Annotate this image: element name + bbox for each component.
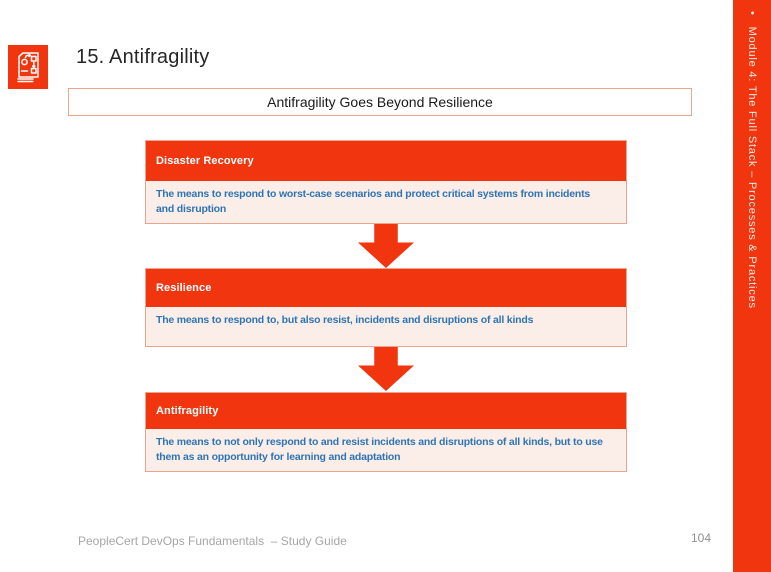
box-header-resilience [146, 269, 626, 307]
box-header-antifragility [146, 393, 626, 429]
box-header-label: Resilience [156, 282, 212, 294]
footer-document-title: PeopleCert DevOps Fundamentals – Study Guide [78, 534, 347, 548]
down-arrow-icon [358, 224, 414, 268]
subtitle-banner [68, 88, 692, 116]
box-body-text: The means to respond to worst-case scenarios and protect critical systems from incidents and disruption [156, 188, 591, 215]
box-body-text: The means to not only respond to and resist incidents and disruptions of all kinds, but to use them as an opportunity for learning and adaptation [156, 436, 603, 463]
box-header-label: Disaster Recovery [156, 155, 254, 167]
subtitle-text: Antifragility Goes Beyond Resilience [267, 94, 493, 110]
box-header-disaster-recovery [146, 141, 626, 181]
page-number: 104 [691, 531, 712, 545]
concept-box-disaster-recovery [145, 140, 627, 224]
process-document-icon [13, 50, 43, 84]
module-label [746, 11, 758, 309]
box-body-resilience [146, 307, 626, 346]
box-body-antifragility [146, 429, 626, 471]
module-label-text: Module 4: The Full Stack – Processes & Practices [746, 26, 758, 309]
slide-icon-tile [8, 45, 48, 89]
box-header-label: Antifragility [156, 405, 219, 417]
page-title: 15. Antifragility [76, 46, 210, 68]
module-sidebar [733, 0, 771, 572]
down-arrow-icon [358, 347, 414, 391]
concept-box-antifragility [145, 392, 627, 472]
box-body-disaster-recovery [146, 181, 626, 223]
concept-box-resilience [145, 268, 627, 347]
box-body-text: The means to respond to, but also resist, incidents and disruptions of all kinds [156, 314, 534, 326]
bullet-icon: • [746, 11, 758, 16]
